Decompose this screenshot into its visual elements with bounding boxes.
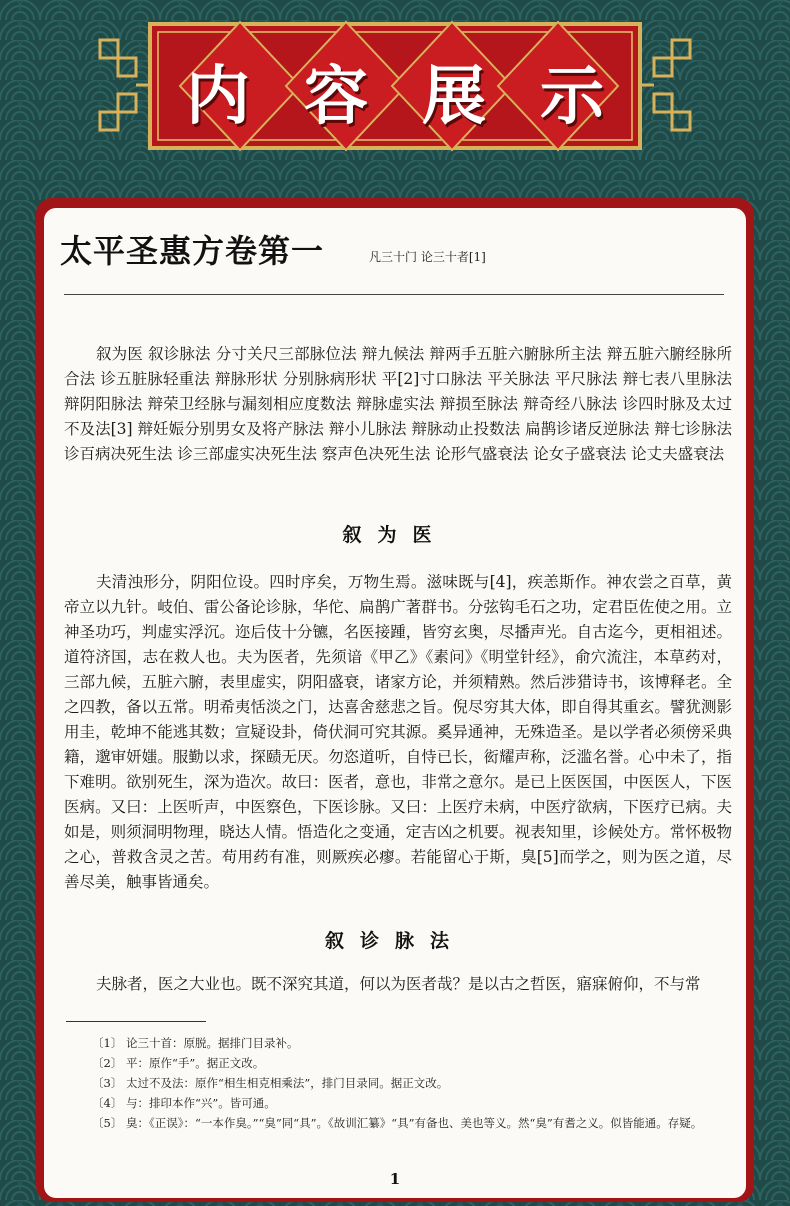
section-heading: 叙为医 xyxy=(342,524,448,546)
body-paragraph: 夫清浊形分，阴阳位设。四时序矣，万物生焉。滋味既与[4]，疾恙斯作。神农尝之百草，黄帝立以九针。岐伯、雷公备论诊脉，华佗、扁鹊广著群书。分弦钩毛石之功，定君臣佐使之用。立神圣功巧，判虚实浮沉。迩后伎十分镳，名医接踵，皆穷玄奥，尽播声光。自古迄今，更相祖述。道符济国，志在救人也。夫为医者，先须谙《甲乙》《素问》《明堂针经》，俞穴流注，本草药对，三部九候，五脏六腑，表里虚实，阴阳盛衰，诸家方论，并须精熟。然后涉猎诗书，该博释老。全之四教，备以五常。明希夷恬淡之门，达喜舍慈悲之旨。倪尽穷其大体，即自得其重玄。譬犹测影用圭，乾坤不能逃其数；宣疑设卦，倚伏洞可究其源。奚异通神，无殊造圣。是以学者必须傍采典籍，邈审妍媸。服勤以求，探赜无厌。勿恣道听，自恃已长，衒耀声称，泛滥名誉。心中未了，指下难明。欲别死生，深为造次。故曰：医者，意也，非常之意尔。是已上医医国，中医医人，下医医病。又曰：上医听声，中医察色，下医诊脉。又曰：上医疗未病，中医疗欲病，下医疗已病。夫如是，则须洞明物理，晓达人情。悟造化之变通，定吉凶之机要。视表知里，诊候处方。常怀极物之心，普救含灵之苦。苟用药有准，则厥疾必瘳。若能留心于斯，臭[5]而学之，则为医之道，尽善尽美，触事皆通矣。 xyxy=(64,573,732,891)
title-divider xyxy=(64,294,724,295)
footnote: 〔4〕 与：排印本作“兴”。皆可通。 xyxy=(92,1096,276,1110)
footnote: 〔3〕 太过不及法：原作“相生相克相乘法”，排门目录同。据正文改。 xyxy=(92,1076,449,1090)
banner-title xyxy=(150,26,640,156)
table-of-contents: 叙为医 叙诊脉法 分寸关尺三部脉位法 辩九候法 辩两手五脏六腑脉所主法 辩五脏六腑经脉所合法 诊五脏脉轻重法 辩脉形状 分别脉病形状 平[2]寸口脉法 平关脉法 平尺脉法 辩七表八里脉法 辩阴阳脉法 辩荣卫经脉与漏刻相应度数法 辩脉虚实法 辩损至脉法 辩奇经八脉法 诊四时脉及太过不及法[3] 辩妊娠分别男女及将产脉法 辩小儿脉法 辩脉动止投数法 扁鹊诊诸反逆脉法 辩七诊脉法 诊百病决死生法 诊三部虚实决死生法 察声色决死生法 论形气盛衰法 论女子盛衰法 论丈夫盛衰法 xyxy=(64,345,732,463)
footnote-divider xyxy=(66,1021,206,1022)
document-page xyxy=(44,208,746,1198)
banner-char: 示 xyxy=(540,59,604,134)
banner-char: 展 xyxy=(422,59,486,134)
banner-char: 容 xyxy=(304,59,368,134)
banner-char: 内 xyxy=(186,59,250,134)
body-paragraph: 夫脉者，医之大业也。既不深究其道，何以为医者哉？是以古之哲医，寤寐俯仰，不与常 xyxy=(96,975,701,993)
title-note: 凡三十门 论三十者[1] xyxy=(369,250,486,264)
section-heading: 叙诊脉法 xyxy=(324,930,465,952)
footnote: 〔1〕 论三十首：原脱。据排门目录补。 xyxy=(92,1036,299,1050)
footnote: 〔5〕 臭：《正误》：“一本作臭。”“臭”同“具”。《故训汇纂》“具”有备也、美也等义。然“臭”有耆之义。似皆能通。存疑。 xyxy=(92,1116,703,1130)
page-title: 太平圣惠方卷第一 xyxy=(60,232,325,270)
footnote: 〔2〕 平：原作“手”。据正文改。 xyxy=(92,1056,265,1070)
page-number: 1 xyxy=(389,1170,401,1188)
